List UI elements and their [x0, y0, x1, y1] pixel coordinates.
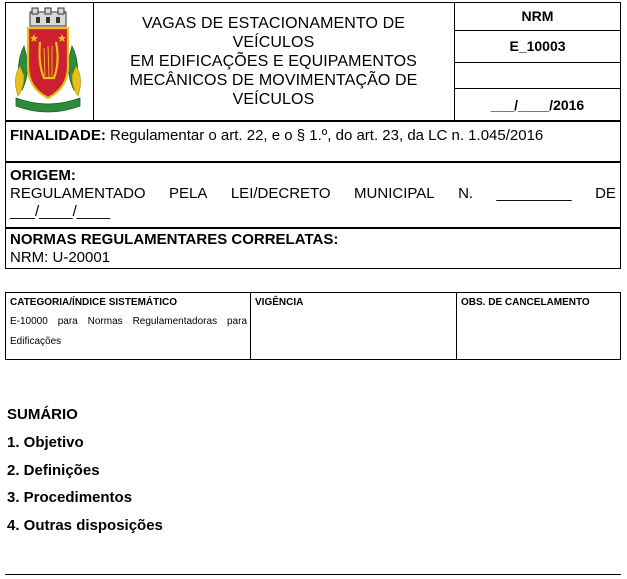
origem-word: LEI/DECRETO — [230, 185, 331, 202]
origem-word: REGULAMENTADO — [10, 185, 146, 202]
categoria-cell — [10, 297, 247, 352]
sumario-item: 2. Definições — [7, 462, 100, 479]
sumario-item: 1. Objetivo — [7, 434, 84, 451]
sumario-item: 4. Outras disposições — [7, 517, 163, 534]
categoria-header: CATEGORIA/ÍNDICE SISTEMÁTICO — [10, 297, 178, 308]
sumario-title: SUMÁRIO — [7, 406, 78, 423]
origem-word: _________ — [496, 185, 572, 202]
categoria-text: E-10000 para Normas Regulamentadoras para Edificações — [10, 316, 247, 347]
cancelamento-cell — [461, 297, 619, 309]
origem-label: ORIGEM: — [10, 167, 76, 184]
nrm-label: NRM — [521, 8, 554, 24]
nrm-code: E_10003 — [509, 38, 566, 54]
vigencia-cell — [255, 297, 453, 309]
vigencia-header: VIGÊNCIA — [255, 297, 304, 308]
municipal-crest-logo — [10, 6, 86, 118]
categoria-divider — [456, 292, 457, 360]
finalidade-text: Regulamentar o art. 22, e o § 1.º, do art. 23, da LC n. 1.045/2016 — [105, 127, 544, 144]
origem-date: ___/____/____ — [10, 203, 111, 220]
origem-box — [5, 162, 621, 228]
nrm-date: ___/____/2016 — [490, 96, 585, 113]
origem-word: MUNICIPAL — [354, 185, 435, 202]
origem-word: DE — [595, 185, 616, 202]
origem-line — [10, 185, 616, 203]
categoria-divider — [250, 292, 251, 360]
cancelamento-header: OBS. DE CANCELAMENTO — [461, 297, 590, 308]
bottom-divider — [5, 574, 621, 575]
normas-box — [5, 228, 621, 269]
document-title — [93, 2, 454, 121]
origem-word: N. — [458, 185, 474, 202]
title-line: MECÂNICOS DE MOVIMENTAÇÃO DE — [129, 72, 418, 89]
sumario-item: 3. Procedimentos — [7, 489, 133, 506]
normas-label: NORMAS REGULAMENTARES CORRELATAS: — [10, 231, 339, 248]
title-line: EM EDIFICAÇÕES E EQUIPAMENTOS — [130, 53, 417, 70]
title-line: VAGAS DE ESTACIONAMENTO DE VEÍCULOS — [141, 15, 406, 51]
origem-word: PELA — [169, 185, 208, 202]
finalidade-box — [5, 121, 621, 162]
finalidade-label: FINALIDADE: — [10, 127, 106, 144]
header-divider — [454, 62, 621, 63]
title-line: VEÍCULOS — [232, 91, 315, 108]
normas-text: NRM: U-20001 — [10, 249, 111, 266]
